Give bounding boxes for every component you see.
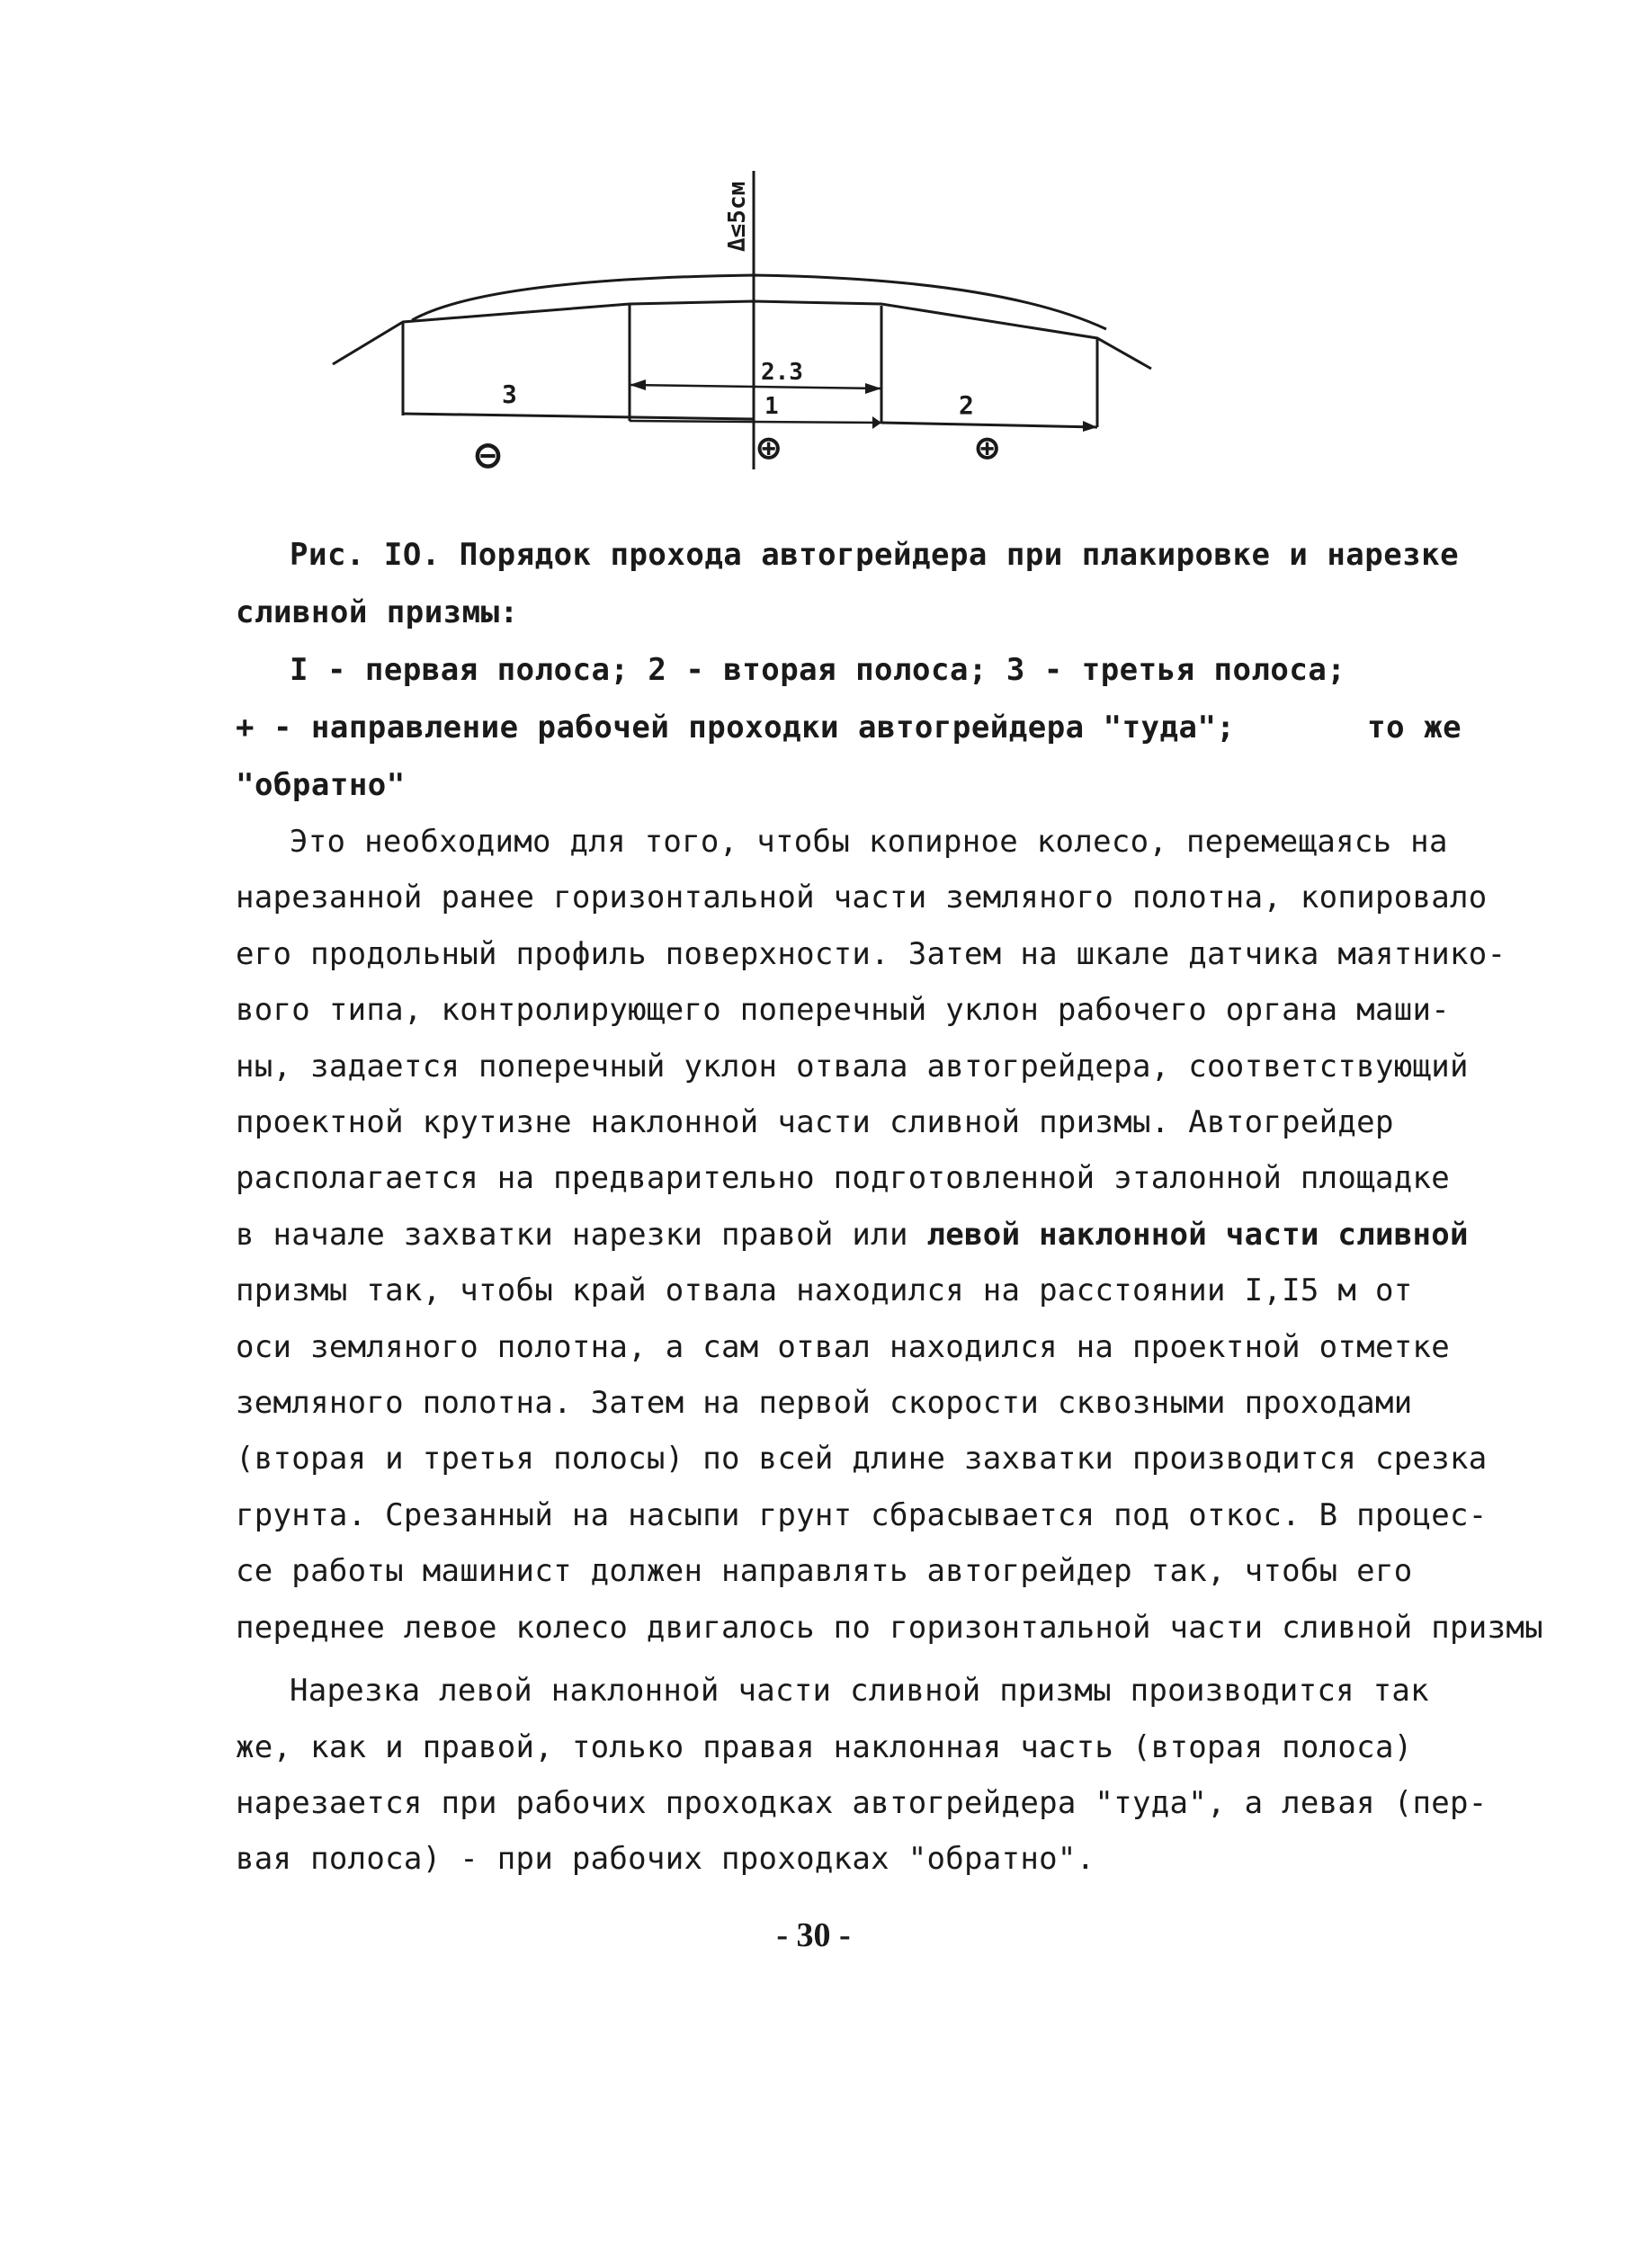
- tolerance-label: Δ≤5см: [724, 181, 751, 252]
- figure-caption: [236, 526, 1462, 814]
- arrow-right-strip-2: [1083, 421, 1097, 432]
- arrow-right-2-3: [865, 383, 881, 394]
- figure-10-diagram: [306, 153, 1187, 495]
- page-number: - 30 -: [776, 1916, 851, 1954]
- plus-direction-symbol-center: ⊕: [757, 425, 781, 469]
- paragraph-1-line-6: проектной крутизне наклонной части сливной призмы. Автогрейдер: [236, 1104, 1394, 1141]
- dimension-2-3-label: 2.3: [761, 359, 803, 386]
- paragraph-1-line-7: располагается на предварительно подготовленной эталонной площадке: [236, 1160, 1451, 1197]
- paragraph-1-line-3: его продольный профиль поверхности. Затем на шкале датчика маятнико-: [236, 935, 1506, 972]
- caption-line-4: + - направление рабочей проходки автогрейдера "туда"; то же: [236, 710, 1462, 746]
- paragraph-1-line-14: се работы машинист должен направлять автогрейдер так, чтобы его: [236, 1553, 1413, 1590]
- paragraph-1-line-2: нарезанной ранее горизонтальной части земляного полотна, копировало: [236, 880, 1488, 916]
- paragraph-2-line-1: Нарезка левой наклонной части сливной призмы производится так: [290, 1673, 1429, 1710]
- cut-surface-profile: [333, 301, 1151, 369]
- dimension-line-strip-1: [630, 421, 881, 423]
- paragraph-2-line-4: вая полоса) - при рабочих проходках "обратно".: [236, 1841, 1095, 1878]
- paragraph-2-line-3: нарезается при рабочих проходках автогрейдера "туда", а левая (пер-: [236, 1784, 1488, 1821]
- paragraph-1-line-4: вого типа, контролирующего поперечный уклон рабочего органа маши-: [236, 992, 1451, 1029]
- dimension-line-2-3: [630, 385, 881, 388]
- paragraph-1-line-12: (вторая и третья полосы) по всей длине захватки производится срезка: [236, 1441, 1488, 1478]
- caption-line-2: сливной призмы:: [236, 594, 519, 630]
- paragraph-1-line-10: оси земляного полотна, а сам отвал находился на проектной отметке: [236, 1328, 1451, 1365]
- strip-2-label: 2: [959, 390, 974, 420]
- paragraph-1-line-9: призмы так, чтобы край отвала находился на расстоянии I,I5 м от: [236, 1272, 1413, 1309]
- paragraph-1-line-13: грунта. Срезанный на насыпи грунт сбрасывается под откос. В процес-: [236, 1496, 1488, 1533]
- paragraph-2-line-2: же, как и правой, только правая наклонная часть (вторая полоса): [236, 1728, 1413, 1765]
- paragraph-1-line-1: Это необходимо для того, чтобы копирное колесо, перемещаясь на: [290, 824, 1448, 860]
- arrow-left-2-3: [630, 379, 646, 390]
- paragraph-1-line-5: ны, задается поперечный уклон отвала автогрейдера, соответствующий: [236, 1048, 1469, 1085]
- caption-line-3: I - первая полоса; 2 - вторая полоса; 3 - третья полоса;: [290, 652, 1346, 688]
- paragraph-1-line-15: переднее левое колесо двигалось по горизонтальной части сливной призмы: [236, 1609, 1543, 1646]
- minus-direction-symbol: ⊖: [475, 430, 501, 480]
- cross-section-svg: [306, 153, 1187, 495]
- paragraph-1-line-8-normal: в начале захватки нарезки правой или: [236, 1216, 927, 1253]
- strip-1-label: 1: [764, 393, 779, 420]
- dimension-line-strip-3: [403, 414, 754, 419]
- caption-line-1: Рис. IO. Порядок прохода автогрейдера при плакировке и нарезке: [290, 537, 1460, 573]
- paragraph-1-line-11: земляного полотна. Затем на первой скорости сквозными проходами: [236, 1385, 1413, 1422]
- paragraph-1-line-8: [236, 1207, 1469, 1263]
- strip-3-label: 3: [502, 379, 517, 409]
- paragraph-1-line-8-bold: левой наклонной части сливной: [926, 1216, 1469, 1253]
- body-text: [236, 814, 1543, 1888]
- caption-line-5: "обратно": [236, 767, 406, 803]
- plus-direction-symbol-right: ⊕: [976, 425, 999, 469]
